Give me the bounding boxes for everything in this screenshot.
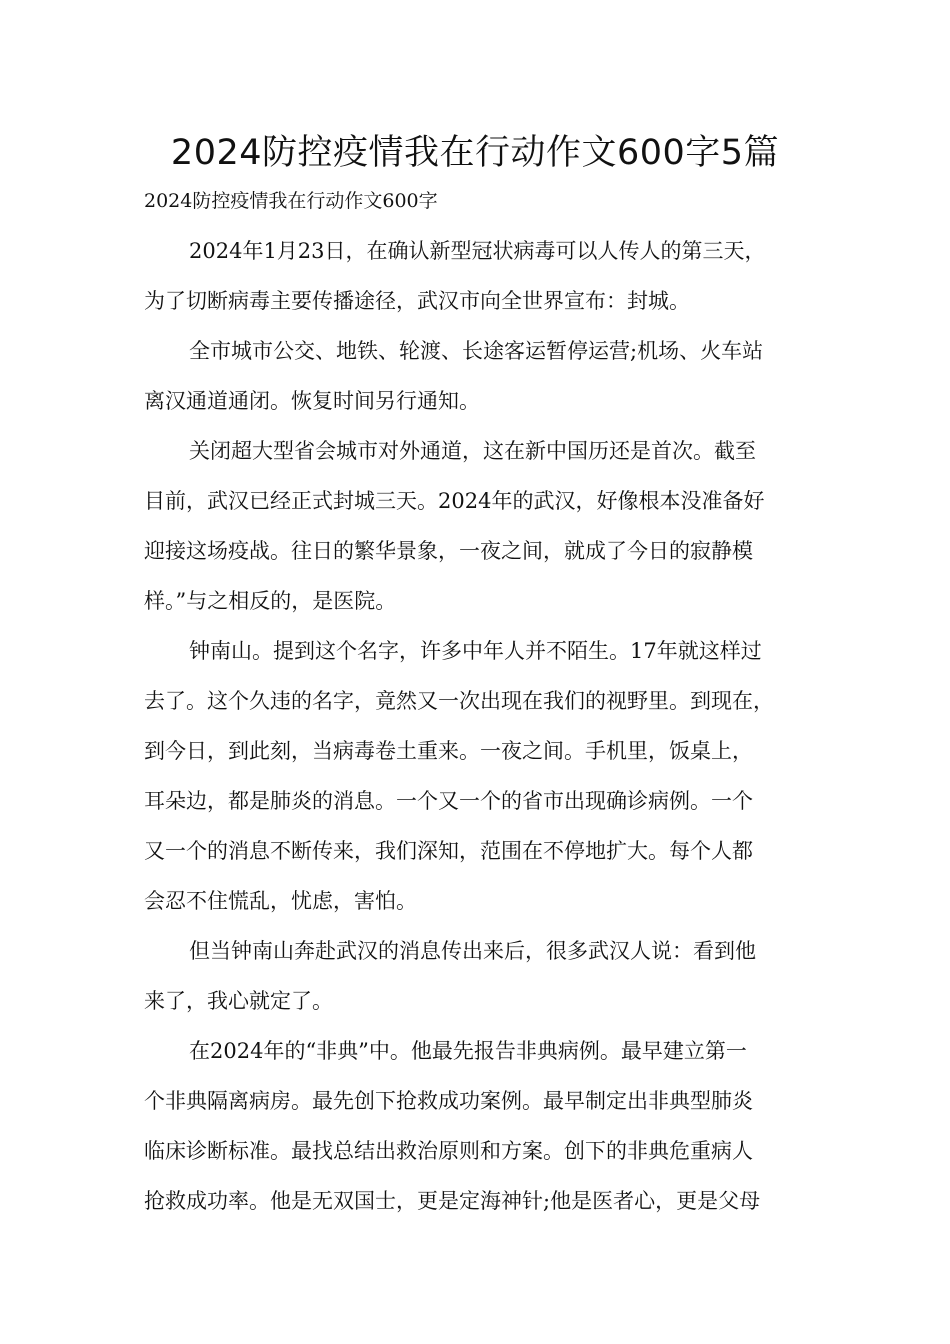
paragraph-line: 到今日，到此刻，当病毒卷土重来。一夜之间。手机里，饭桌上， [144, 739, 753, 763]
paragraph-line: 钟南山。提到这个名字，许多中年人并不陌生。17年就这样过 [189, 639, 762, 663]
paragraph-line: 2024年1月23日，在确认新型冠状病毒可以人传人的第三天， [189, 239, 766, 263]
paragraph-line: 临床诊断标准。最找总结出救治原则和方案。创下的非典危重病人 [144, 1139, 753, 1163]
paragraph-line: 在2024年的“非典”中。他最先报告非典病例。最早建立第一 [189, 1039, 747, 1063]
paragraph-line: 耳朵边，都是肺炎的消息。一个又一个的省市出现确诊病例。一个 [144, 789, 753, 813]
paragraph-line: 为了切断病毒主要传播途径，武汉市向全世界宣布：封城。 [144, 289, 690, 313]
paragraph-line: 来了，我心就定了。 [144, 989, 333, 1013]
paragraph-line: 迎接这场疫战。往日的繁华景象，一夜之间，就成了今日的寂静模 [144, 539, 753, 563]
paragraph-line: 样。”与之相反的，是医院。 [144, 589, 397, 613]
paragraph-line: 但当钟南山奔赴武汉的消息传出来后，很多武汉人说：看到他 [189, 939, 756, 963]
paragraph-line: 离汉通道通闭。恢复时间另行通知。 [144, 389, 480, 413]
paragraph-line: 会忍不住慌乱，忧虑，害怕。 [144, 889, 417, 913]
document-title: 2024防控疫情我在行动作文600字5篇 [170, 133, 780, 173]
paragraph-line: 全市城市公交、地铁、轮渡、长途客运暂停运营;机场、火车站 [189, 339, 764, 363]
paragraph-line: 去了。这个久违的名字，竟然又一次出现在我们的视野里。到现在， [144, 689, 774, 713]
paragraph-line: 又一个的消息不断传来，我们深知，范围在不停地扩大。每个人都 [144, 839, 753, 863]
paragraph-line: 抢救成功率。他是无双国士，更是定海神针;他是医者心，更是父母 [144, 1189, 761, 1213]
paragraph-line: 目前，武汉已经正式封城三天。2024年的武汉，好像根本没准备好 [144, 489, 765, 513]
paragraph-line: 关闭超大型省会城市对外通道，这在新中国历还是首次。截至 [189, 439, 756, 463]
paragraph-line: 个非典隔离病房。最先创下抢救成功案例。最早制定出非典型肺炎 [144, 1089, 753, 1113]
document-subtitle: 2024防控疫情我在行动作文600字 [144, 190, 438, 212]
